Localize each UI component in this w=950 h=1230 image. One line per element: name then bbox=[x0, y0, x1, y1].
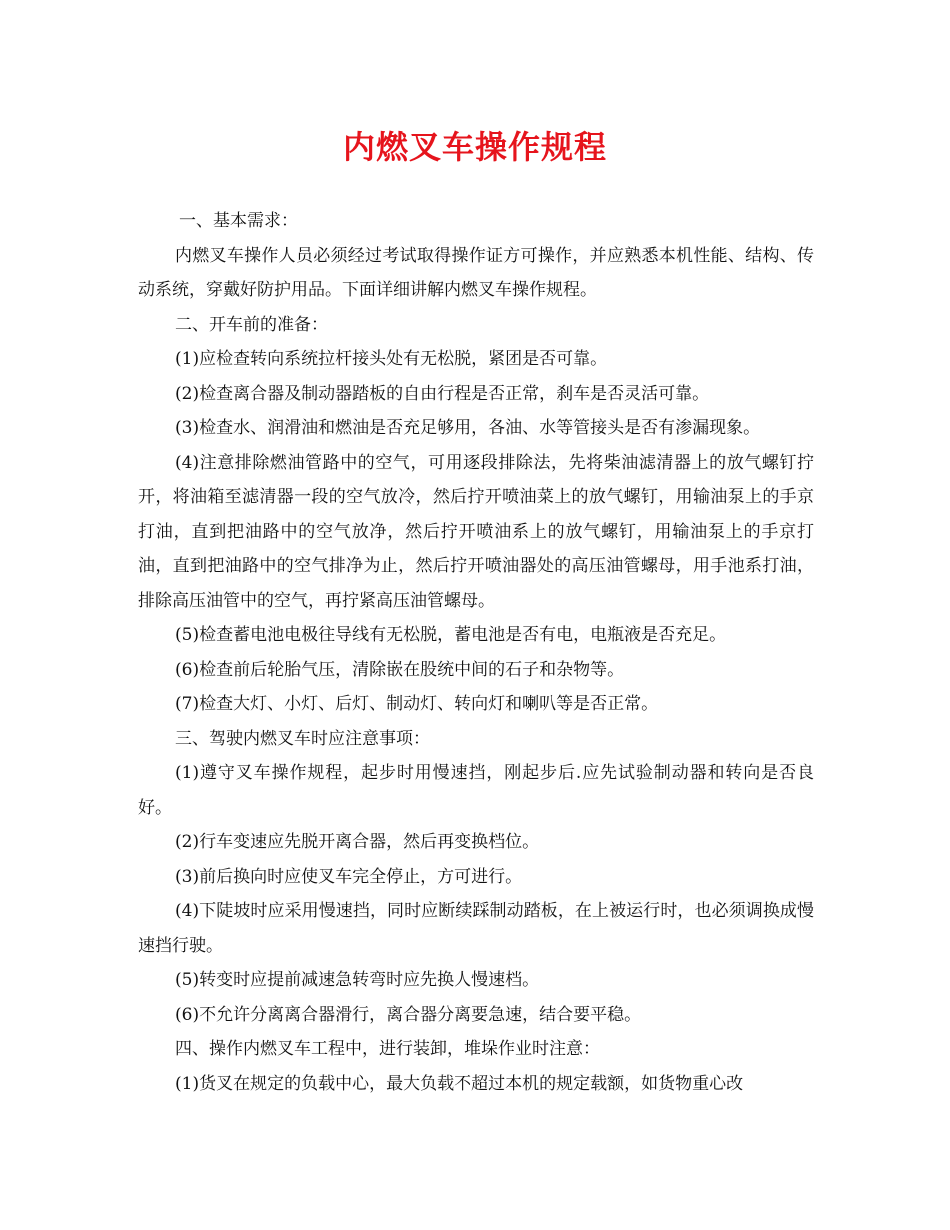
list-item: (4)下陡坡时应采用慢速挡，同时应断续踩制动踏板，在上被运行时，也必须调换成慢速挡行驶。 bbox=[138, 901, 814, 956]
list-item: (5)检查蓄电池电极往导线有无松脱，蓄电池是否有电，电瓶液是否充足。 bbox=[175, 625, 727, 645]
list-item: (1)货叉在规定的负载中心，最大负载不超过本机的规定载额，如货物重心改 bbox=[175, 1073, 744, 1094]
list-item: (2)行车变速应先脱开离合器，然后再变换档位。 bbox=[175, 832, 540, 852]
list-item: (1)遵守叉车操作规程，起步时用慢速挡，刚起步后.应先试验制动器和转向是否良好。 bbox=[138, 763, 814, 818]
list-item: (7)检查大灯、小灯、后灯、制动灯、转向灯和喇叭等是否正常。 bbox=[175, 694, 659, 714]
list-item: (5)转变时应提前减速急转弯时应先换人慢速档。 bbox=[175, 970, 540, 990]
list-item: (6)检查前后轮胎气压，清除嵌在股统中间的石子和杂物等。 bbox=[175, 659, 625, 680]
list-item: (2)检查离合器及制动器踏板的自由行程是否正常，刹车是否灵活可靠。 bbox=[175, 383, 710, 404]
list-item: (1)应检查转向系统拉杆接头处有无松脱，紧团是否可靠。 bbox=[175, 349, 608, 369]
list-item: (3)前后换向时应使叉车完全停止，方可进行。 bbox=[175, 866, 523, 887]
section-heading-loading-notes: 四、操作内燃叉车工程中，进行装卸，堆垛作业时注意： bbox=[175, 1039, 600, 1059]
list-item: (4)注意排除燃油管路中的空气，可用逐段排除法，先将柴油滤清器上的放气螺钉拧开，将油箱至滤清器一段的空气放冷，然后拧开喷油菜上的放气螺钉，用输油泵上的手京打油，直到把油路中的空气放净，然后拧开喷油系上的放气螺钉，用输油泵上的手京打油，直到把油路中的空气排净为止，然后拧开喷油器处的高压油管螺母，用手池系打油，排除高压油管中的空气，再拧紧高压油管螺母。 bbox=[138, 452, 814, 611]
list-item: (3)检查水、润滑油和燃油是否充足够用，各油、水等管接头是否有渗漏现象。 bbox=[175, 418, 761, 438]
section-heading-preparation: 二、开车前的准备： bbox=[175, 314, 328, 335]
section-heading-basic-requirements: 一、基本需求： bbox=[179, 211, 298, 231]
list-item: (6)不允许分离离合器滑行，离合器分离要急速，结合要平稳。 bbox=[175, 1004, 642, 1025]
document-title: 内燃叉车操作规程 bbox=[342, 128, 607, 166]
document-body bbox=[138, 204, 814, 1101]
paragraph: 内燃叉车操作人员必须经过考试取得操作证方可操作，并应熟悉本机性能、结构、传动系统，穿戴好防护用品。下面详细讲解内燃叉车操作规程。 bbox=[138, 245, 814, 300]
section-heading-driving-notes: 三、驾驶内燃叉车时应注意事项： bbox=[175, 728, 430, 749]
